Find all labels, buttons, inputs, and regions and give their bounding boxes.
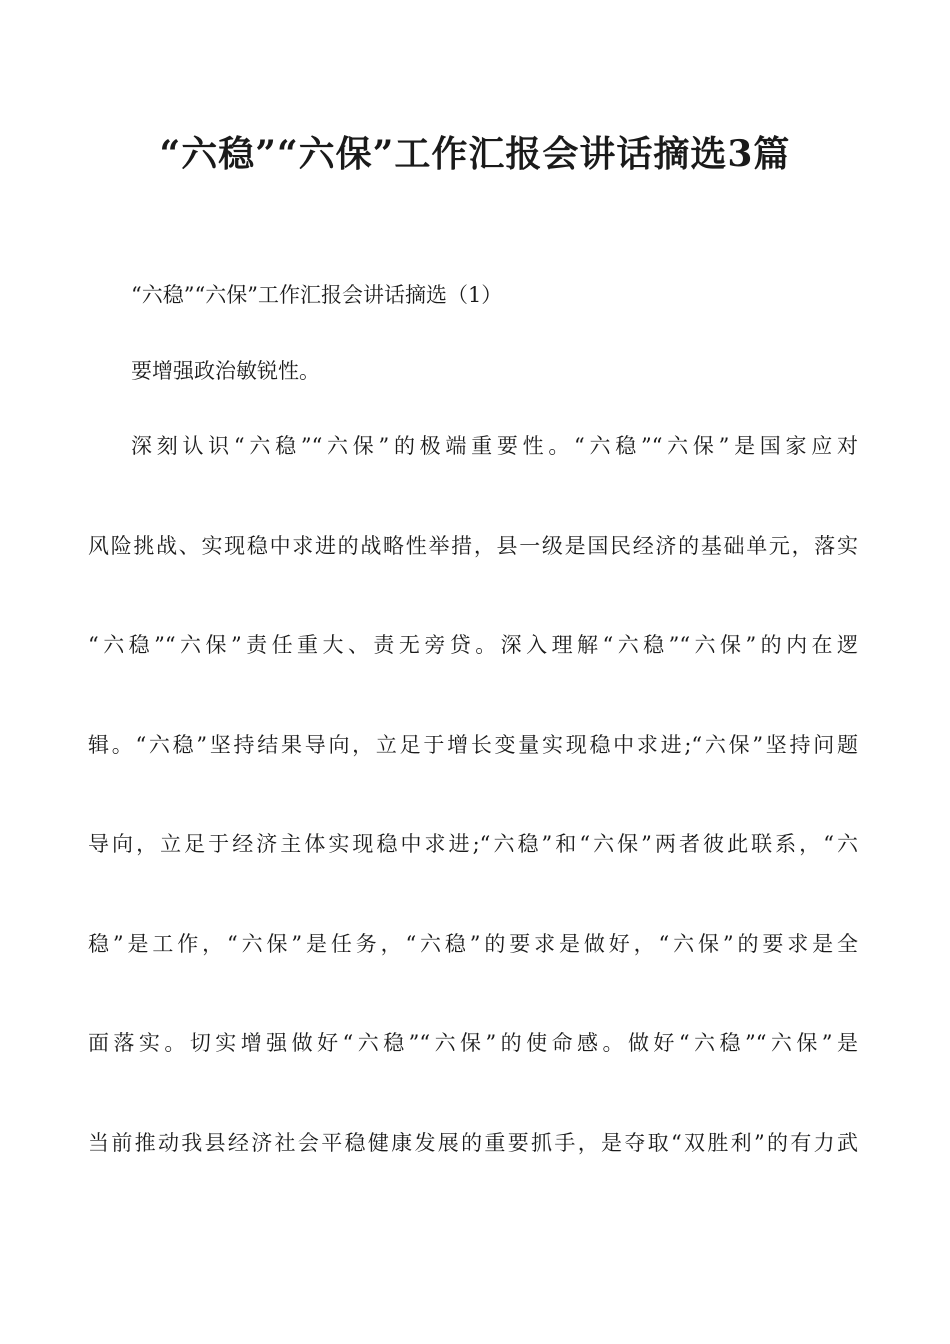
paragraph-2-line-5: 导向，立足于经济主体实现稳中求进;“六稳”和“六保”两者彼此联系，“六 <box>88 832 858 856</box>
paragraph-2-line-8: 当前推动我县经济社会平稳健康发展的重要抓手，是夺取“双胜利”的有力武 <box>88 1131 858 1155</box>
paragraph-1: 要增强政治敏锐性。 <box>131 359 320 383</box>
paragraph-2-line-6: 稳”是工作，“六保”是任务，“六稳”的要求是做好，“六保”的要求是全 <box>88 932 858 956</box>
paragraph-2-line-2: 风险挑战、实现稳中求进的战略性举措，县一级是国民经济的基础单元，落实 <box>88 534 858 558</box>
paragraph-2-line-1: 深刻认识“六稳”“六保”的极端重要性。“六稳”“六保”是国家应对 <box>131 434 858 458</box>
document-title: “六稳”“六保”工作汇报会讲话摘选3篇 <box>159 133 791 175</box>
paragraph-2-line-3: “六稳”“六保”责任重大、责无旁贷。深入理解“六稳”“六保”的内在逻 <box>88 633 858 657</box>
paragraph-2-line-4: 辑。“六稳”坚持结果导向，立足于增长变量实现稳中求进;“六保”坚持问题 <box>88 733 858 757</box>
paragraph-2-line-7: 面落实。切实增强做好“六稳”“六保”的使命感。做好“六稳”“六保”是 <box>88 1031 858 1055</box>
section-heading: “六稳”“六保”工作汇报会讲话摘选（1） <box>131 283 503 307</box>
